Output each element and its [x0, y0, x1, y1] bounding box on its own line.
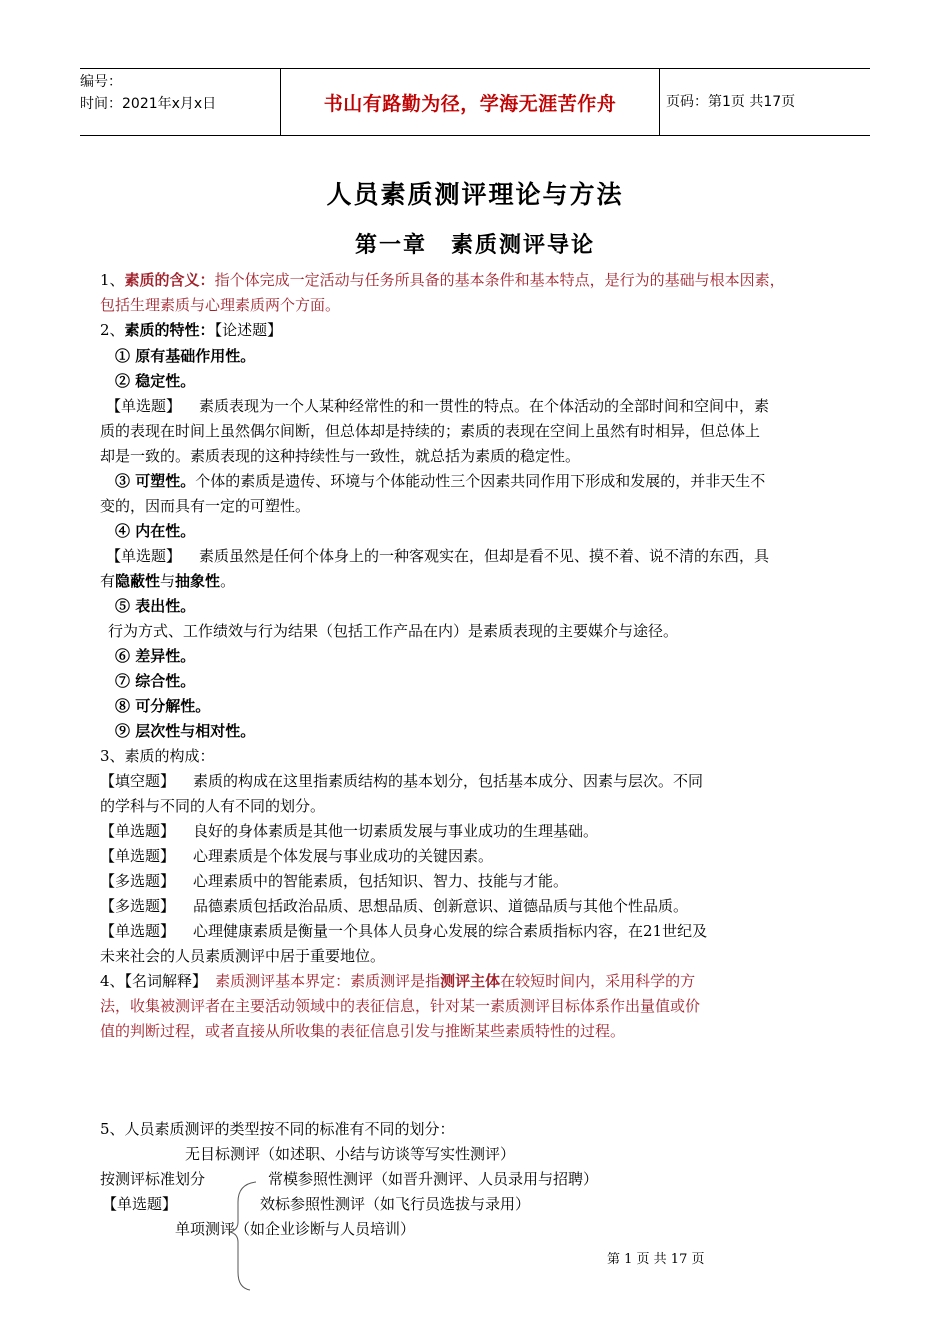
s4-line3: 值的判断过程，或者直接从所收集的表征信息引发与推断某些素质特性的过程。: [100, 1022, 626, 1040]
s2-point6: ⑥ 差异性。: [115, 647, 196, 665]
header-motto-cell: [281, 69, 660, 136]
s2-point9: ⑨ 层次性与相对性。: [115, 722, 256, 740]
s3-item6-line2: 未来社会的人员素质测评中居于重要地位。: [100, 947, 386, 965]
s3-item3: [100, 845, 493, 866]
s5-left-label: 按测评标准划分: [100, 1170, 206, 1188]
s3-item2: [100, 820, 598, 841]
s2-p4-tag: 【单选题】: [106, 547, 182, 565]
s3-item3-tag: 【单选题】: [100, 847, 176, 865]
s5-heading: 5、人员素质测评的类型按不同的标准有不同的划分：: [100, 1120, 455, 1138]
time-label: 时间：2021年x月x日: [80, 96, 217, 112]
s3-item2-text: 良好的身体素质是其他一切素质发展与事业成功的生理基础。: [193, 822, 599, 840]
motto: 书山有路勤为径，学海无涯苦作舟: [323, 92, 617, 115]
s2-point4: ④ 内在性。: [115, 522, 196, 540]
s2-point3: ③ 可塑性。: [115, 472, 196, 490]
s2-p3-line2: 变的，因而具有一定的可塑性。: [100, 497, 311, 515]
s3-item1-tag: 【填空题】: [100, 772, 176, 790]
s1-term: 素质的含义：: [124, 271, 215, 289]
s2-p3-text1: 个体的素质是遗传、环境与个体能动性三个因素共同作用下形成和发展的，并非天生不: [195, 472, 766, 490]
s2-p4-text1: 素质虽然是任何个体身上的一种客观实在，但却是看不见、摸不着、说不清的东西，具: [199, 547, 770, 565]
s3-item2-tag: 【单选题】: [100, 822, 176, 840]
s3-item5-tag: 【多选题】: [100, 897, 176, 915]
s3-item1-line1: [100, 770, 703, 791]
s3-item5-text: 品德素质包括政治品质、思想品质、创新意识、道德品质与其他个性品质。: [193, 897, 689, 915]
s3-item6-line1: [100, 920, 707, 941]
s2-p3-line1: [115, 470, 765, 491]
s3-item6-tag: 【单选题】: [100, 922, 176, 940]
s2-p5-line1: 行为方式、工作绩效与行为结果（包括工作产品在内）是素质表现的主要媒介与途径。: [108, 622, 679, 640]
document-title: 人员素质测评理论与方法: [326, 180, 624, 209]
s2-point2: ② 稳定性。: [115, 372, 196, 390]
header-meta-cell: [80, 69, 281, 136]
s4-prefix: 4、: [100, 972, 125, 990]
s1-text1: 指个体完成一定活动与任务所具备的基本条件和基本特点，是行为的基础与根本因素，: [214, 271, 785, 289]
s2-p4-text2a: 有: [100, 572, 116, 590]
s2-p2-line1: [106, 395, 769, 416]
s2-p4-text2e: 。: [220, 572, 236, 590]
s2-p4-line2: [100, 570, 235, 591]
s3-item6-text1: 心理健康素质是衡量一个具体人员身心发展的综合素质指标内容，在21世纪及: [193, 922, 708, 940]
s3-item1-line2: 的学科与不同的人有不同的划分。: [100, 797, 326, 815]
s2-p4-text2c: 与: [160, 572, 176, 590]
s1-line2: 包括生理素质与心理素质两个方面。: [100, 296, 341, 314]
abstraction-term: 抽象性: [175, 572, 221, 590]
s3-item5: [100, 895, 688, 916]
s2-prefix: 2、: [100, 321, 125, 339]
s5-row4: 单项测评（如企业诊断与人员培训）: [175, 1220, 416, 1238]
s3-item3-text: 心理素质是个体发展与事业成功的关键因素。: [193, 847, 494, 865]
s2-tag: 【论述题】: [214, 321, 283, 339]
s1-prefix: 1、: [100, 271, 125, 289]
s2-p4-line1: [106, 545, 769, 566]
s3-item4-tag: 【多选题】: [100, 872, 176, 890]
s3-item4-text: 心理素质中的智能素质，包括知识、智力、技能与才能。: [193, 872, 569, 890]
s3-item4: [100, 870, 568, 891]
page-info: 页码：第1页 共17页: [666, 94, 796, 110]
s4-line2: 法，收集被测评者在主要活动领域中的表征信息，针对某一素质测评目标体系作出量值或价: [100, 997, 701, 1015]
concealment-term: 隐蔽性: [115, 572, 161, 590]
s5-row1: 无目标测评（如述职、小结与访谈等写实性测评）: [185, 1145, 516, 1163]
s2-p2-line3: 却是一致的。素质表现的这种持续性与一致性，就总括为素质的稳定性。: [100, 447, 581, 465]
s2-p2-line2: 质的表现在时间上虽然偶尔间断，但总体却是持续的；素质的表现在空间上虽然有时相异，但总体上: [100, 422, 761, 440]
s4-line1: [100, 970, 695, 991]
page-footer: 第 1 页 共 17 页: [607, 1252, 705, 1267]
s4-text1a: 素质测评基本界定：素质测评是指: [215, 972, 441, 990]
brace-icon: [226, 1180, 266, 1292]
s3-item1-text1: 素质的构成在这里指素质结构的基本划分，包括基本成分、因素与层次。不同: [193, 772, 704, 790]
header-page-cell: [660, 69, 871, 136]
s2-point1: ① 原有基础作用性。: [115, 347, 256, 365]
s2-heading: [100, 319, 282, 340]
s5-row2: 常模参照性测评（如晋升测评、人员录用与招聘）: [268, 1170, 599, 1188]
s2-term: 素质的特性：: [124, 321, 215, 339]
s4-text1c: 在较短时间内，采用科学的方: [500, 972, 696, 990]
s1-line1: [100, 269, 785, 290]
s2-point8: ⑧ 可分解性。: [115, 697, 211, 715]
document-header: [80, 68, 870, 136]
number-label: 编号：: [80, 74, 122, 90]
s4-tag: 【名词解释】: [124, 972, 208, 990]
s5-left-tag: 【单选题】: [102, 1195, 178, 1213]
s5-row3: 效标参照性测评（如飞行员选拔与录用）: [260, 1195, 531, 1213]
s2-point5: ⑤ 表出性。: [115, 597, 196, 615]
s2-p2-tag: 【单选题】: [106, 397, 182, 415]
s3-heading: 3、素质的构成：: [100, 747, 215, 765]
s2-p2-text1: 素质表现为一个人某种经常性的和一贯性的特点。在个体活动的全部时间和空间中，素: [199, 397, 770, 415]
chapter-title: 第一章 素质测评导论: [354, 232, 595, 258]
assessment-subject-term: 测评主体: [440, 972, 501, 990]
s2-point7: ⑦ 综合性。: [115, 672, 196, 690]
